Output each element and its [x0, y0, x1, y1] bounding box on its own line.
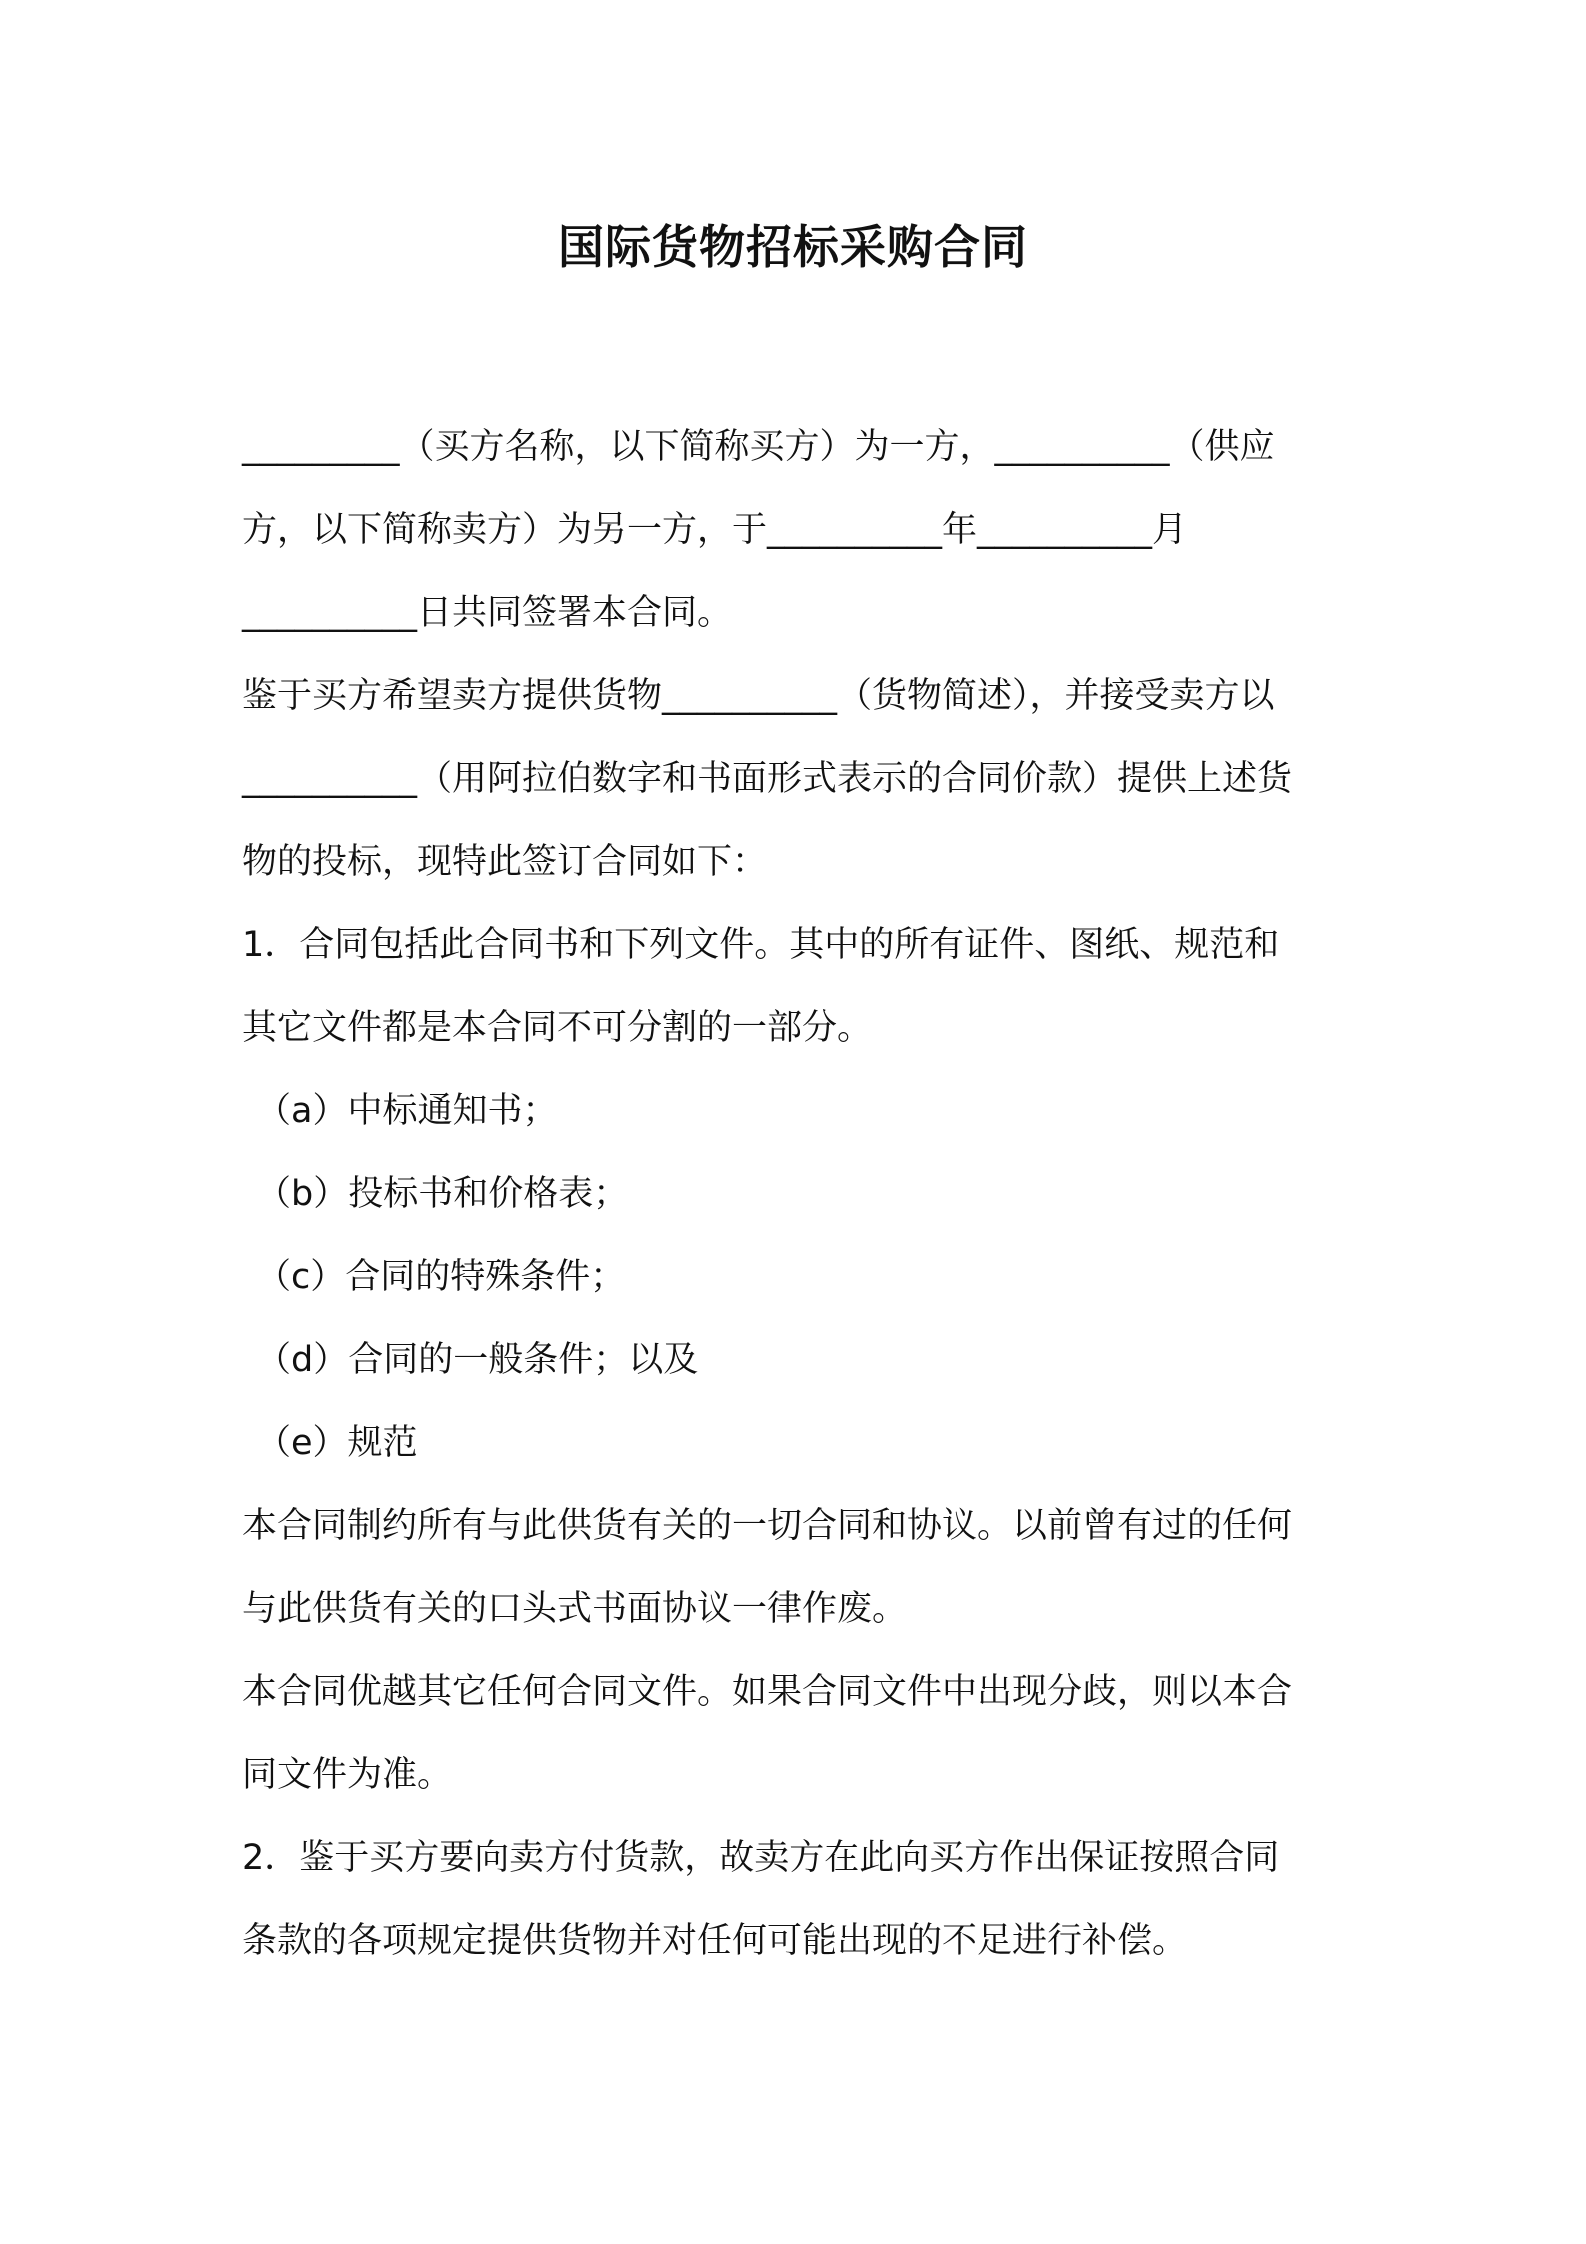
body-line: _________（买方名称，以下简称买方）为一方，__________（供应: [242, 427, 1275, 467]
body-line: 本合同制约所有与此供货有关的一切合同和协议。以前曾有过的任何: [242, 1506, 1293, 1546]
body-line: 鉴于买方希望卖方提供货物__________（货物简述），并接受卖方以: [242, 676, 1275, 716]
list-item-b: （b）投标书和价格表；: [256, 1174, 629, 1214]
document-title: 国际货物招标采购合同: [558, 220, 1028, 274]
body-line: 同文件为准。: [242, 1755, 453, 1795]
clause-1-line: 其它文件都是本合同不可分割的一部分。: [242, 1008, 873, 1048]
list-item-c: （c）合同的特殊条件；: [256, 1257, 626, 1297]
list-item-e: （e）规范: [256, 1423, 418, 1463]
clause-2-line: 2．鉴于买方要向卖方付货款，故卖方在此向买方作出保证按照合同: [242, 1838, 1280, 1878]
body-line: 物的投标，现特此签订合同如下：: [242, 842, 768, 882]
list-item-d: （d）合同的一般条件；以及: [256, 1340, 699, 1380]
body-line: 方，以下简称卖方）为另一方，于__________年__________月: [242, 510, 1188, 550]
list-item-a: （a）中标通知书；: [256, 1091, 558, 1131]
body-line: 本合同优越其它任何合同文件。如果合同文件中出现分歧，则以本合: [242, 1672, 1293, 1712]
body-line: __________日共同签署本合同。: [242, 593, 733, 633]
document-body: [242, 406, 1362, 1983]
body-line: 与此供货有关的口头式书面协议一律作废。: [242, 1589, 908, 1629]
clause-2-line: 条款的各项规定提供货物并对任何可能出现的不足进行补偿。: [242, 1921, 1188, 1961]
body-line: __________（用阿拉伯数字和书面形式表示的合同价款）提供上述货: [242, 759, 1293, 799]
clause-1-line: 1．合同包括此合同书和下列文件。其中的所有证件、图纸、规范和: [242, 925, 1280, 965]
